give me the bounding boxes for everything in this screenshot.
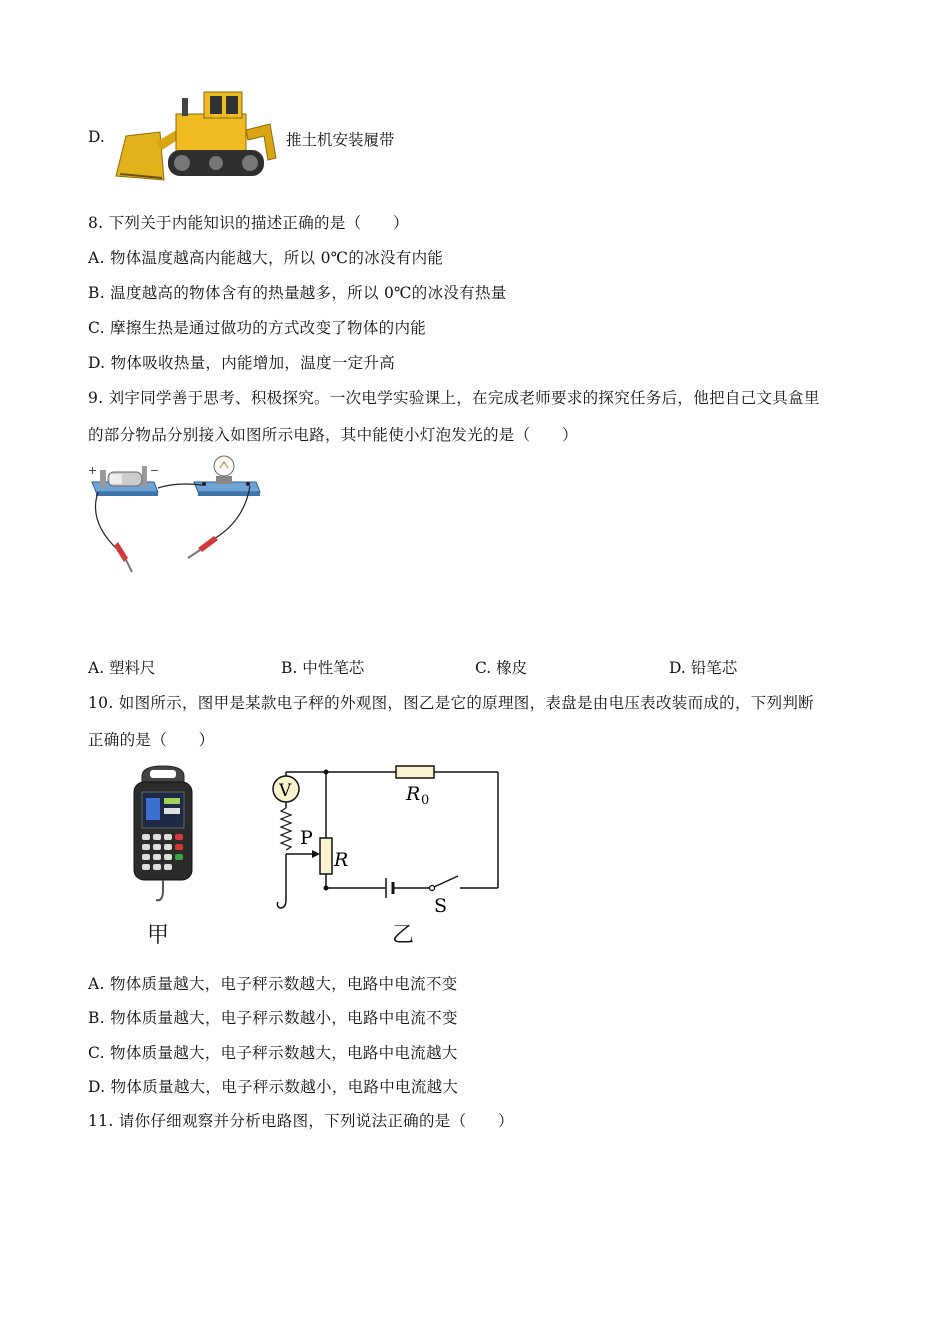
q8-stem: 8. 下列关于内能知识的描述正确的是（ ） bbox=[88, 214, 409, 232]
q8-option-a: A. 物体温度越高内能越大，所以 0℃的冰没有内能 bbox=[88, 249, 444, 267]
figure-label-jia: 甲 bbox=[147, 923, 170, 948]
q7-option-d-text: 推土机安装履带 bbox=[286, 131, 395, 149]
q7-option-d-label: D. bbox=[88, 128, 105, 146]
q9-option-b: B. 中性笔芯 bbox=[281, 659, 365, 677]
q9-option-c: C. 橡皮 bbox=[475, 659, 528, 677]
q10-stem-line2: 正确的是（ ） bbox=[88, 731, 215, 749]
q9-option-d: D. 铅笔芯 bbox=[669, 659, 738, 677]
q9-circuit-figure bbox=[84, 452, 274, 582]
resistor-r bbox=[320, 838, 332, 874]
battery-minus-label: − bbox=[150, 464, 160, 477]
q10-option-c: C. 物体质量越大，电子秤示数越大，电路中电流越大 bbox=[88, 1044, 458, 1062]
q9-stem-line1: 9. 刘宇同学善于思考、积极探究。一次电学实验课上，在完成老师要求的探究任务后，他把自己文具盒里 bbox=[88, 389, 820, 407]
scale-circuit-diagram bbox=[266, 760, 506, 918]
switch-icon bbox=[434, 876, 458, 887]
battery-plus-label: + bbox=[88, 464, 98, 477]
switch-label: S bbox=[434, 895, 448, 917]
q10-stem-line1: 10. 如图所示，图甲是某款电子秤的外观图，图乙是它的原理图，表盘是由电压表改装而成的，下列判断 bbox=[88, 694, 814, 712]
q11-stem: 11. 请你仔细观察并分析电路图，下列说法正确的是（ ） bbox=[88, 1112, 514, 1130]
q8-option-c: C. 摩擦生热是通过做功的方式改变了物体的内能 bbox=[88, 319, 427, 337]
r0-subscript: 0 bbox=[421, 793, 430, 808]
q9-stem-line2: 的部分物品分别接入如图所示电路，其中能使小灯泡发光的是（ ） bbox=[88, 426, 578, 444]
q10-option-a: A. 物体质量越大，电子秤示数越大，电路中电流不变 bbox=[88, 975, 458, 993]
bulldozer-image bbox=[112, 84, 282, 188]
q10-option-b: B. 物体质量越大，电子秤示数越小，电路中电流不变 bbox=[88, 1009, 458, 1027]
electronic-scale-image bbox=[128, 764, 198, 914]
q10-option-d: D. 物体质量越大，电子秤示数越小，电路中电流越大 bbox=[88, 1078, 459, 1096]
resistor-r0 bbox=[396, 766, 434, 778]
figure-label-yi: 乙 bbox=[392, 923, 415, 948]
voltmeter-label: V bbox=[279, 781, 292, 801]
r0-label: R bbox=[406, 783, 421, 805]
q8-option-b: B. 温度越高的物体含有的热量越多，所以 0℃的冰没有热量 bbox=[88, 284, 507, 302]
q9-option-a: A. 塑料尺 bbox=[88, 659, 156, 677]
slider-label: P bbox=[300, 827, 313, 849]
q8-option-d: D. 物体吸收热量，内能增加，温度一定升高 bbox=[88, 354, 396, 372]
r-label: R bbox=[334, 849, 349, 871]
